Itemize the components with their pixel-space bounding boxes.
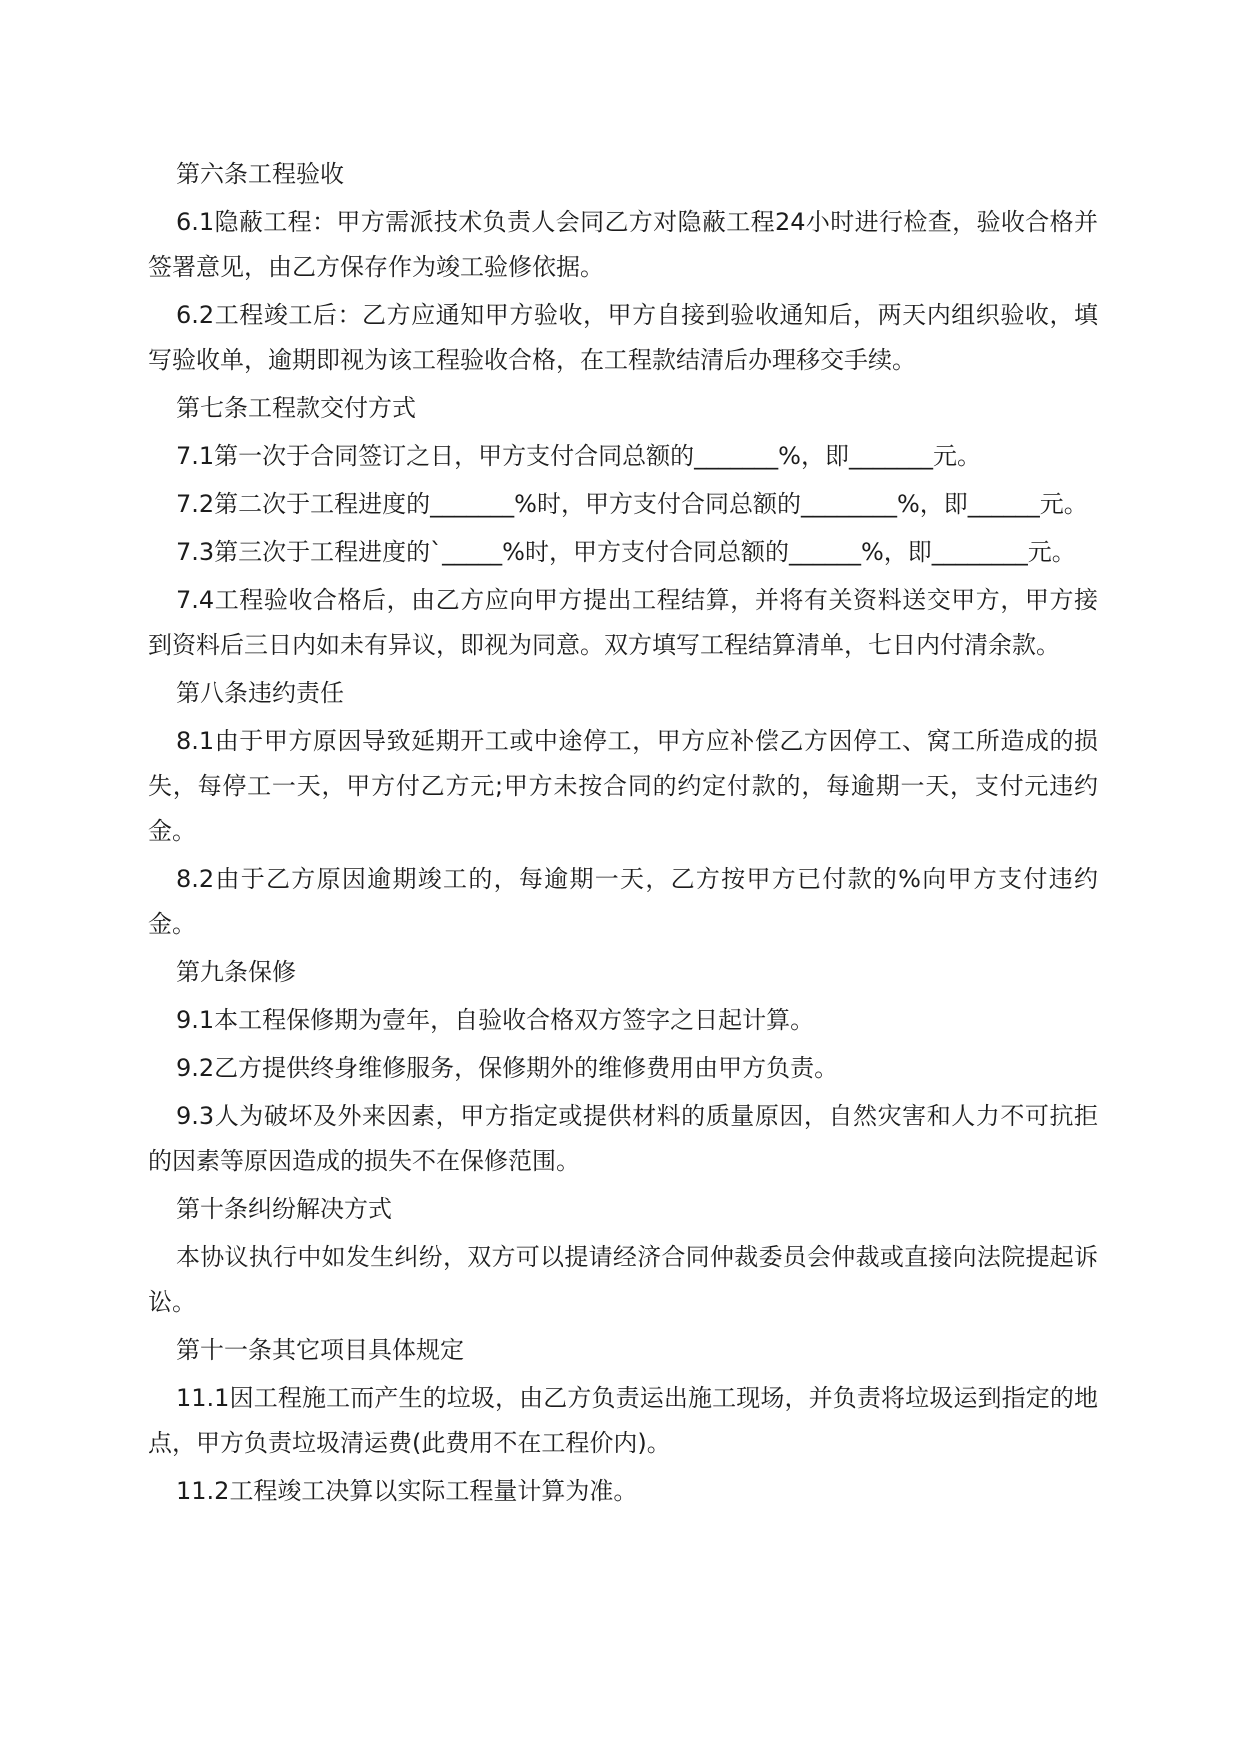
section-11-heading: 第十一条其它项目具体规定 [176,1336,464,1364]
clause-9-3: 9.3人为破坏及外来因素，甲方指定或提供材料的质量原因，自然灾害和人力不可抗拒的因素等原因造成的损失不在保修范围。 [148,1102,1098,1175]
section-9-heading: 第九条保修 [176,958,296,986]
clause-7-2: 7.2第二次于工程进度的_______%时，甲方支付合同总额的________%，即______元。 [176,490,1088,518]
clause-9-2: 9.2乙方提供终身维修服务，保修期外的维修费用由甲方负责。 [176,1054,839,1082]
clause-6-1: 6.1隐蔽工程：甲方需派技术负责人会同乙方对隐蔽工程24小时进行检查，验收合格并签署意见，由乙方保存作为竣工验修依据。 [148,208,1098,281]
clause-7-1: 7.1第一次于合同签订之日，甲方支付合同总额的_______%，即_______元。 [176,442,981,470]
section-8-heading: 第八条违约责任 [176,679,344,707]
section-10-heading: 第十条纠纷解决方式 [176,1195,392,1223]
section-7-heading: 第七条工程款交付方式 [176,394,416,422]
section-6-heading: 第六条工程验收 [176,160,344,188]
clause-11-2: 11.2工程竣工决算以实际工程量计算为准。 [176,1477,638,1505]
clause-11-1: 11.1因工程施工而产生的垃圾，由乙方负责运出施工现场，并负责将垃圾运到指定的地点，甲方负责垃圾清运费(此费用不在工程价内)。 [148,1384,1098,1457]
clause-7-4: 7.4工程验收合格后，由乙方应向甲方提出工程结算，并将有关资料送交甲方，甲方接到资料后三日内如未有异议，即视为同意。双方填写工程结算清单，七日内付清余款。 [148,586,1098,659]
clause-8-2: 8.2由于乙方原因逾期竣工的，每逾期一天，乙方按甲方已付款的%向甲方支付违约金。 [148,865,1098,938]
clause-9-1: 9.1本工程保修期为壹年，自验收合格双方签字之日起计算。 [176,1006,815,1034]
contract-body [148,152,1098,1517]
clause-6-2: 6.2工程竣工后：乙方应通知甲方验收，甲方自接到验收通知后，两天内组织验收，填写验收单，逾期即视为该工程验收合格，在工程款结清后办理移交手续。 [148,301,1098,374]
clause-7-3: 7.3第三次于工程进度的`_____%时，甲方支付合同总额的______%，即________元。 [176,538,1076,566]
clause-8-1: 8.1由于甲方原因导致延期开工或中途停工，甲方应补偿乙方因停工、窝工所造成的损失，每停工一天，甲方付乙方元;甲方未按合同的约定付款的，每逾期一天，支付元违约金。 [148,727,1098,845]
clause-10-body: 本协议执行中如发生纠纷，双方可以提请经济合同仲裁委员会仲裁或直接向法院提起诉讼。 [148,1243,1098,1316]
